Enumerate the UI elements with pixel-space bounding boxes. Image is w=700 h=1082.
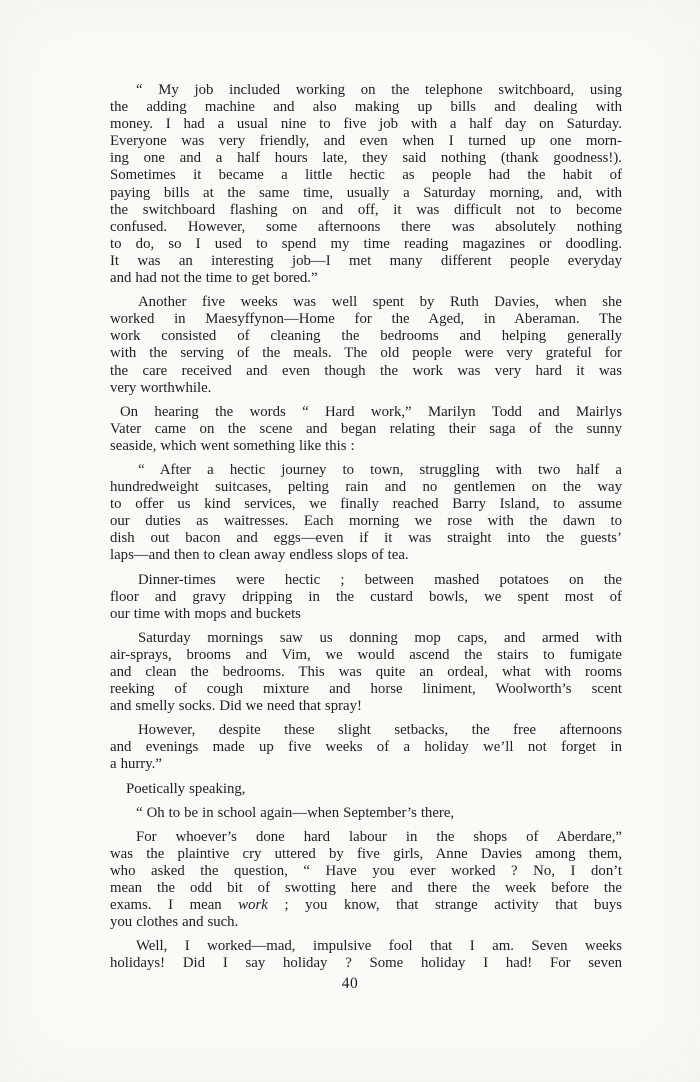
- text-line: work consisted of cleaning the bedrooms and helping generally: [110, 328, 622, 345]
- text-line: and had not the time to get bored.”: [110, 270, 318, 287]
- paragraph: [110, 404, 622, 455]
- paragraph: [110, 722, 622, 773]
- text-line: our time with mops and buckets: [110, 605, 301, 622]
- text-line: “ After a hectic journey to town, struggling with two half a: [138, 461, 622, 478]
- paragraph: [110, 82, 622, 287]
- text-line: to offer us kind services, we finally reached Barry Island, to assume: [110, 496, 622, 513]
- text-line: money. I had a usual nine to five job with a half day on Saturday.: [110, 116, 622, 133]
- text-line: and clean the bedrooms. This was quite an ordeal, what with rooms: [110, 664, 622, 680]
- text-line: seaside, which went something like this :: [110, 437, 355, 454]
- text-line: floor and gravy dripping in the custard bowls, we spent most of: [110, 588, 622, 605]
- text-block: [110, 82, 622, 980]
- paragraph: [110, 805, 622, 822]
- paragraph: [110, 294, 622, 397]
- text-line: holidays! Did I say holiday ? Some holiday I had! For seven: [110, 955, 622, 972]
- page-number: 40: [341, 975, 359, 992]
- text-line: It was an interesting job—I met many different people everyday: [110, 252, 622, 269]
- text-line: the adding machine and also making up bills and dealing with: [110, 99, 622, 116]
- italic-word: work: [238, 897, 268, 914]
- text-line: Another five weeks was well spent by Ruth Davies, when she: [138, 294, 622, 311]
- text-line: was the plaintive cry uttered by five girls, Anne Davies among them,: [110, 845, 622, 862]
- text-line: with the serving of the meals. The old people were very grateful for: [110, 345, 622, 362]
- paragraph: [110, 462, 622, 565]
- text-line: However, despite these slight setbacks, the free afternoons: [138, 722, 622, 739]
- text-line: For whoever’s done hard labour in the shops of Aberdare,”: [136, 828, 622, 845]
- text-line: ing one and a half hours late, they said nothing (thank goodness!).: [110, 150, 622, 167]
- text-line: Poetically speaking,: [126, 780, 246, 797]
- text-line: who asked the question, “ Have you ever worked ? No, I don’t: [110, 862, 622, 879]
- paragraph: [110, 829, 622, 932]
- text-line: On hearing the words “ Hard work,” Marilyn Todd and Mairlys: [120, 403, 622, 420]
- text-line: Saturday mornings saw us donning mop caps, and armed with: [138, 629, 622, 646]
- text-line: worked in Maesyffynon—Home for the Aged, in Aberaman. The: [110, 311, 622, 328]
- text-line: Sometimes it became a little hectic as people had the habit of: [110, 167, 622, 184]
- text-line: Everyone was very friendly, and even when I turned up one morn-: [110, 133, 622, 150]
- text-line: Vater came on the scene and began relating their saga of the sunny: [110, 420, 622, 437]
- text-line: “ Oh to be in school again—when September’s there,: [136, 804, 455, 821]
- paragraph: [110, 781, 622, 798]
- text-line: confused. However, some afternoons there was absolutely nothing: [110, 218, 622, 235]
- paragraph: [110, 938, 622, 972]
- text-line: to do, so I used to spend my time reading magazines or doodling.: [110, 235, 622, 252]
- text-line: and smelly socks. Did we need that spray!: [110, 698, 362, 715]
- paragraph: [110, 572, 622, 623]
- text-line: mean the odd bit of swotting here and there the week before the: [110, 880, 622, 897]
- text-line: exams. I mean work ; you know, that strange activity that buys: [110, 897, 622, 914]
- text-line: a hurry.”: [110, 756, 162, 773]
- text-line: hundredweight suitcases, pelting rain and no gentlemen on the way: [110, 479, 622, 496]
- text-line: air-sprays, brooms and Vim, we would ascend the stairs to fumigate: [110, 646, 622, 663]
- text-line: “ My job included working on the telephone switchboard, using: [136, 82, 622, 98]
- text-line: dish out bacon and eggs—even if it was straight into the guests’: [110, 530, 622, 547]
- text-line: the care received and even though the work was very hard it was: [110, 362, 622, 379]
- text-line: reeking of cough mixture and horse liniment, Woolworth’s scent: [110, 681, 622, 698]
- text-line: laps—and then to clean away endless slops of tea.: [110, 547, 409, 564]
- text-line: you clothes and such.: [110, 914, 239, 931]
- text-line: paying bills at the same time, usually a Saturday morning, and, with: [110, 184, 622, 201]
- text-line: Well, I worked—mad, impulsive fool that I am. Seven weeks: [136, 938, 622, 955]
- text-line: Dinner-times were hectic ; between mashed potatoes on the: [138, 571, 622, 588]
- text-line: our duties as waitresses. Each morning we rose with the dawn to: [110, 513, 622, 530]
- text-line: and evenings made up five weeks of a holiday we’ll not forget in: [110, 739, 622, 756]
- text-line: the switchboard flashing on and off, it was difficult not to become: [110, 201, 622, 218]
- paragraph: [110, 630, 622, 715]
- text-line: very worthwhile.: [110, 379, 212, 396]
